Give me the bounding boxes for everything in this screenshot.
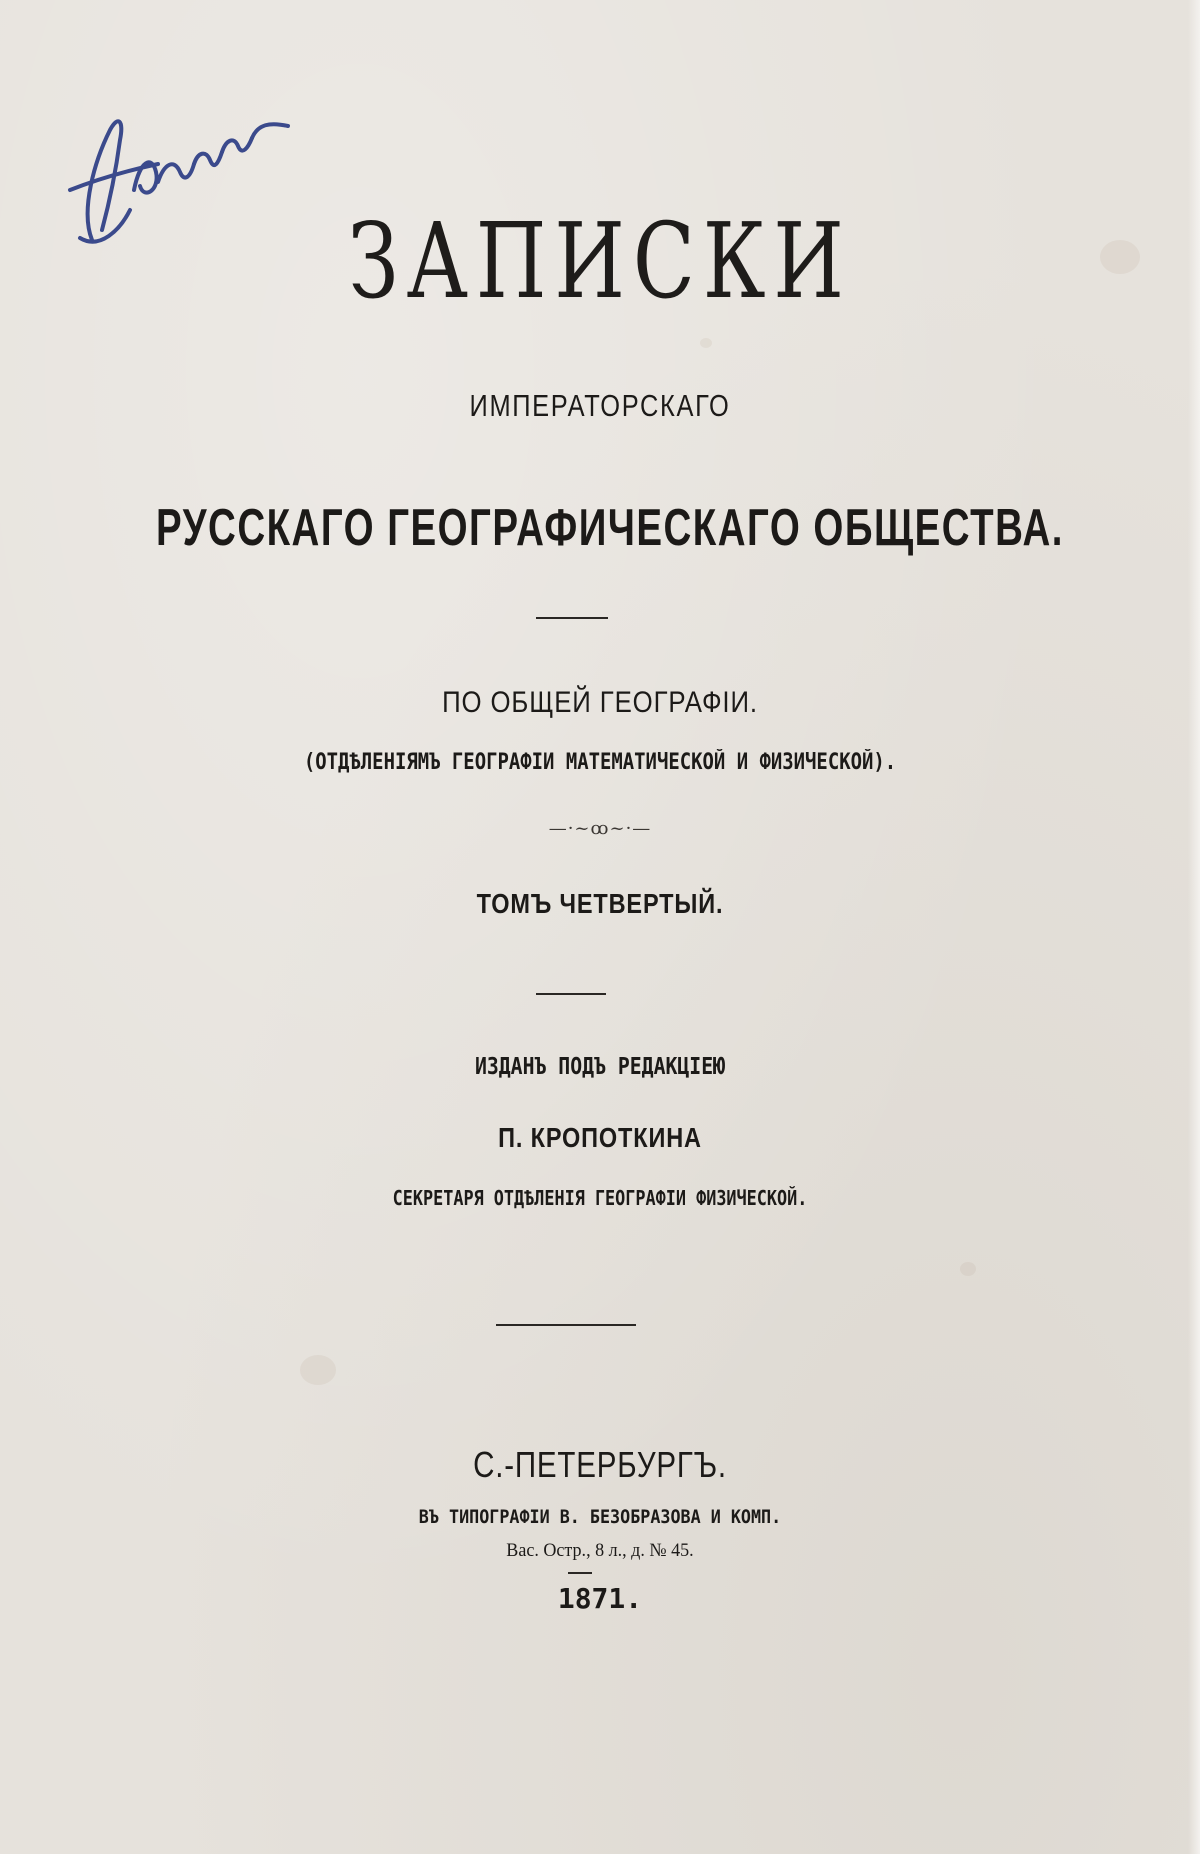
printer-line: ВЪ ТИПОГРАФІИ В. БЕЗОБРАЗОВА И КОМП. [418, 1506, 782, 1528]
secretary-line: СЕКРЕТАРЯ ОТДѢЛЕНІЯ ГЕОГРАФІИ ФИЗИЧЕСКОЙ. [392, 1186, 808, 1210]
publisher-line: ИЗДАНЪ ПОДЪ РЕДАКЦІЕЮ [474, 1054, 726, 1080]
section-line: ПО ОБЩЕЙ ГЕОГРАФІИ. [442, 686, 758, 719]
divider-rule [536, 617, 608, 619]
city-line: С.-ПЕТЕРБУРГЪ. [473, 1444, 727, 1485]
year-line: 1871. [557, 1582, 643, 1615]
departments-line: (ОТДѢЛЕНІЯМЪ ГЕОГРАФІИ МАТЕМАТИЧЕСКОЙ И ФИЗИЧЕСКОЙ). [303, 750, 897, 775]
foxing-spot [1100, 240, 1140, 274]
address-line: Вас. Остр., 8 л., д. № 45. [506, 1540, 694, 1561]
divider-rule [568, 1572, 592, 1574]
foxing-spot [300, 1355, 336, 1385]
foxing-spot [700, 338, 712, 348]
divider-rule [536, 993, 606, 995]
volume-line: ТОМЪ ЧЕТВЕРТЫЙ. [476, 888, 724, 919]
imperial-line: ИМПЕРАТОРСКАГО [469, 388, 731, 423]
society-line: РУССКАГО ГЕОГРАФИЧЕСКАГО ОБЩЕСТВА. [156, 499, 1064, 557]
foxing-spot [960, 1262, 976, 1276]
editor-name: П. КРОПОТКИНА [498, 1122, 702, 1153]
page-edge [1188, 0, 1200, 1854]
divider-rule [496, 1324, 636, 1326]
ornament-divider: —·~ꝏ~·— [548, 818, 652, 839]
title: ЗАПИСКИ [348, 200, 852, 322]
